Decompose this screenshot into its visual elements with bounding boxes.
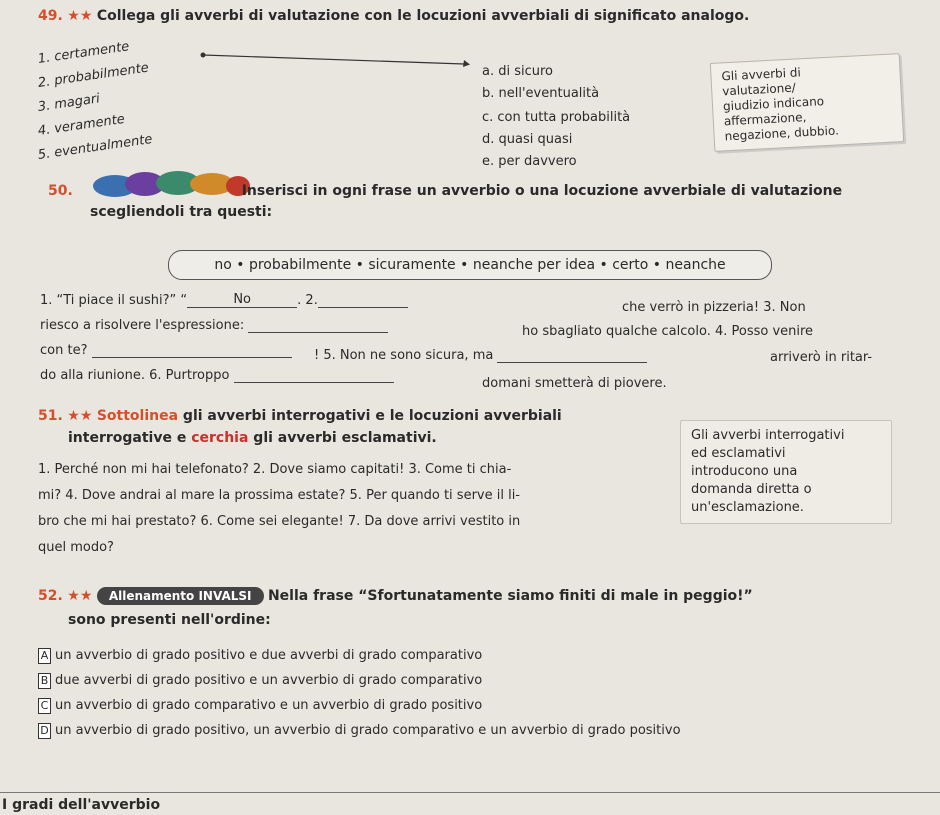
exercise-49-title <box>38 8 749 24</box>
note-box <box>710 53 904 152</box>
instruction-continued: sono presenti nell'ordine: <box>68 612 271 628</box>
exercise-text-line: quel modo? <box>38 540 114 555</box>
option-text: un avverbio di grado positivo, un avverbio di grado comparativo e un avverbio di grado positivo <box>55 723 681 738</box>
left-item-1: 1. certamente <box>36 39 131 67</box>
instruction: gli avverbi interrogativi e le locuzioni avverbiali <box>178 408 562 424</box>
sentence-text: arriverò in ritar- <box>770 350 873 365</box>
note-line: valutazione/ <box>721 80 797 99</box>
note-line: Gli avverbi di <box>721 65 802 84</box>
option-text: un avverbio di grado comparativo e un avverbio di grado positivo <box>55 698 483 713</box>
instruction: Inserisci in ogni frase un avverbio o una locuzione avverbiale di valutazione <box>241 183 843 199</box>
footer-divider <box>0 792 940 793</box>
note-line: affermazione, <box>723 110 807 129</box>
exercise-number: 50. <box>48 183 73 199</box>
exercise-51-title <box>38 408 562 424</box>
instruction: gli avverbi esclamativi. <box>248 430 437 446</box>
sentence-line-4 <box>40 368 394 383</box>
invalsi-badge: Allenamento INVALSI <box>97 587 264 605</box>
connecting-line <box>200 52 470 68</box>
difficulty-stars: ★★ <box>67 588 93 604</box>
instruction: Nella frase “Sfortunatamente siamo finiti di male in peggio!” <box>267 588 753 604</box>
right-item-a: a. di sicuro <box>482 64 554 79</box>
sentence-text: che verrò in pizzeria! 3. Non <box>622 300 806 315</box>
sentence-text: riesco a risolvere l'espressione: <box>40 318 245 333</box>
answer-blank-5[interactable] <box>497 362 647 363</box>
exercise-50-title <box>48 183 842 199</box>
instruction: Collega gli avverbi di valutazione con le locuzioni avverbiali di significato analogo. <box>96 8 750 24</box>
answer-blank-4[interactable] <box>92 357 292 358</box>
answer-blank-2[interactable] <box>318 307 408 308</box>
note-line: un'esclamazione. <box>691 500 804 515</box>
note-line: Gli avverbi interrogativi <box>691 428 845 443</box>
sentence-line-2 <box>40 318 388 333</box>
sentence-text: . 2. <box>297 293 318 308</box>
option-letter: C <box>38 698 51 714</box>
sentence-text: 1. “Ti piace il sushi?” “ <box>40 293 188 308</box>
answer-option-b[interactable] <box>38 673 482 689</box>
sentence-text <box>314 348 647 363</box>
left-item-5: 5. eventualmente <box>36 132 154 163</box>
option-text: un avverbio di grado positivo e due avverbi di grado comparativo <box>55 648 483 663</box>
sentence-line-3 <box>40 343 292 358</box>
note-box <box>680 420 892 524</box>
difficulty-stars: ★★ <box>67 8 93 24</box>
exercise-number: 51. <box>38 408 63 424</box>
option-letter: A <box>38 648 51 664</box>
instruction-continued: scegliendoli tra questi: <box>90 204 273 220</box>
note-line: domanda diretta o <box>691 482 812 497</box>
keyword-circle: cerchia <box>191 430 249 446</box>
keyword-underline: Sottolinea <box>96 408 179 424</box>
sentence-text: do alla riunione. 6. Purtroppo <box>40 368 230 383</box>
sentence-text: ho sbagliato qualche calcolo. 4. Posso venire <box>522 324 814 339</box>
option-letter: B <box>38 673 51 689</box>
answer-option-a[interactable] <box>38 648 482 664</box>
right-item-c: c. con tutta probabilità <box>482 110 631 125</box>
left-item-3: 3. magari <box>36 91 101 115</box>
answer-option-c[interactable] <box>38 698 482 714</box>
instruction: interrogative e <box>68 430 192 446</box>
right-item-b: b. nell'eventualità <box>482 86 600 101</box>
answer-blank-3[interactable] <box>248 332 388 333</box>
word-bank: no • probabilmente • sicuramente • neanche per idea • certo • neanche <box>168 250 772 280</box>
sentence-line-1 <box>40 292 408 308</box>
answer-option-d[interactable] <box>38 723 681 739</box>
note-line: giudizio indicano <box>722 94 825 114</box>
exercise-text-line: mi? 4. Dove andrai al mare la prossima estate? 5. Per quando ti serve il li- <box>38 488 521 503</box>
note-line: ed esclamativi <box>691 446 786 461</box>
filled-answer: No <box>233 292 252 307</box>
note-line: negazione, dubbio. <box>724 123 840 144</box>
answer-blank-6[interactable] <box>234 382 394 383</box>
left-item-4: 4. veramente <box>36 111 126 139</box>
sentence-text: domani smetterà di piovere. <box>482 376 667 391</box>
section-footer-title: I gradi dell'avverbio <box>2 797 161 813</box>
answer-blank-1[interactable] <box>187 292 297 308</box>
option-text: due avverbi di grado positivo e un avverbio di grado comparativo <box>55 673 483 688</box>
sentence-text: ! 5. Non ne sono sicura, ma <box>314 348 494 363</box>
exercise-text-line: 1. Perché non mi hai telefonato? 2. Dove siamo capitati! 3. Come ti chia- <box>38 462 512 477</box>
left-item-2: 2. probabilmente <box>36 60 150 91</box>
option-letter: D <box>38 723 51 739</box>
exercise-51-title-continued <box>68 430 437 446</box>
exercise-52-title <box>38 587 753 605</box>
right-item-e: e. per davvero <box>482 154 577 169</box>
exercise-text-line: bro che mi hai prestato? 6. Come sei elegante! 7. Da dove arrivi vestito in <box>38 514 521 529</box>
exercise-number: 49. <box>38 8 63 24</box>
exercise-number: 52. <box>38 588 63 604</box>
note-line: introducono una <box>691 464 798 479</box>
right-item-d: d. quasi quasi <box>482 132 573 147</box>
difficulty-stars: ★★ <box>67 408 93 424</box>
sentence-text: con te? <box>40 343 88 358</box>
